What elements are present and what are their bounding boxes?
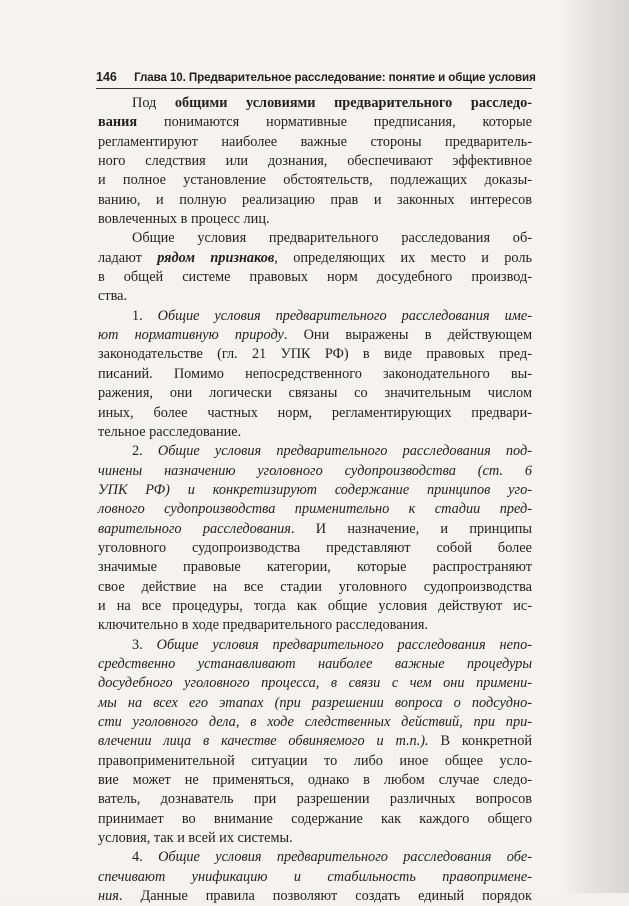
italic-text: сти уголовного дела, в ходе следственных действий, при при-	[98, 714, 532, 730]
text-line	[98, 539, 532, 558]
text-run: законодательстве (гл. 21 УПК РФ) в виде правовых пред-	[98, 346, 532, 363]
italic-text: спечивают унификацию и стабильность правопримене-	[98, 868, 532, 885]
text-line	[98, 887, 532, 906]
italic-text: досудебного уголовного процесса, в связи с чем они примени-	[98, 675, 532, 692]
text-line	[98, 578, 532, 597]
text-run: 1.	[132, 307, 158, 324]
text-line	[98, 694, 532, 713]
text-run: значимые правовые категории, которые распространяют	[98, 559, 532, 576]
text-line	[98, 152, 532, 171]
text-run: регламентируют наиболее важные стороны предваритель-	[98, 133, 532, 150]
text-run: вие может не применяться, однако в любом случае следо-	[98, 772, 532, 789]
text-line	[98, 365, 532, 384]
bold-term: общими условиями предварительного расследо-	[174, 95, 532, 111]
italic-text: чинены назначению уголовного судопроизводства (ст. 6	[98, 462, 532, 479]
text-run: , определяющих их место и роль	[274, 249, 532, 266]
italic-text: Общие условия предварительного расследования непо-	[156, 636, 533, 653]
text-run: вовлеченных в процесс лиц.	[98, 211, 270, 228]
text-line	[98, 558, 532, 577]
chapter-running-title: Глава 10. Предварительное расследование: понятие и общие условия	[134, 71, 536, 84]
text-run: и на все процедуры, тогда как общие условия действуют ис-	[98, 597, 532, 614]
text-run: 2.	[132, 443, 158, 460]
text-line	[98, 287, 532, 306]
text-run: ладают	[98, 249, 158, 266]
text-line	[98, 810, 532, 829]
italic-text: ния	[98, 888, 119, 905]
text-run: ватель, дознаватель при разрешении различных вопросов	[98, 791, 532, 808]
text-run: ного следствия или дознания, обеспечивают эффективное	[98, 153, 532, 170]
text-run: понимаются нормативные предписания, которые	[137, 114, 532, 131]
text-run: в общей системе правовых норм досудебного производ-	[98, 269, 532, 286]
text-run: . Они выражены в действующем	[283, 327, 532, 344]
text-run: условия, так и всей их системы.	[98, 830, 293, 847]
text-line	[98, 481, 532, 500]
italic-text: Общие условия предварительного расследования име-	[157, 307, 532, 324]
text-run: ванию, и полную реализацию прав и законных интересов	[98, 191, 532, 208]
text-run: 3.	[132, 636, 157, 653]
italic-text: ловного судопроизводства применительно к стадии пред-	[98, 501, 532, 518]
text-line	[98, 326, 532, 345]
text-line	[98, 113, 532, 132]
text-line	[98, 249, 532, 268]
text-line	[98, 848, 532, 867]
text-line	[98, 616, 532, 635]
text-line	[98, 500, 532, 519]
page-gutter-shadow	[559, 0, 629, 893]
text-line	[98, 423, 532, 442]
text-run: ключительно в ходе предварительного расследования.	[98, 617, 429, 634]
text-run: ражения, они логически связаны со значительным числом	[98, 385, 532, 402]
text-line	[98, 713, 532, 732]
text-run: Под	[132, 95, 175, 111]
italic-text: Общие условия предварительного расследования обе-	[158, 849, 532, 866]
text-run: Общие условия предварительного расследования об-	[132, 230, 532, 247]
bold-italic-term: рядом признаков	[157, 249, 275, 266]
italic-text: влечении лица в качестве обвиняемого и т.п.).	[98, 733, 429, 750]
text-line	[98, 94, 532, 113]
text-line	[98, 868, 532, 887]
text-run: иных, более частных норм, регламентирующих предвари-	[98, 404, 532, 421]
text-line	[98, 752, 532, 771]
italic-text: средственно устанавливают наиболее важные процедуры	[98, 655, 532, 672]
text-line	[98, 790, 532, 809]
italic-text: ют нормативную природу	[98, 327, 284, 344]
text-line	[98, 404, 532, 423]
text-run: писаний. Помимо непосредственного законодательного вы-	[98, 365, 532, 382]
text-line	[98, 597, 532, 616]
text-run: уголовного судопроизводства представляют собой более	[98, 539, 532, 556]
page-number: 146	[96, 70, 117, 84]
text-run: свое действие на все стадии уголовного судопроизводства	[98, 578, 532, 595]
text-run: 4.	[132, 849, 159, 866]
text-line	[98, 384, 532, 403]
text-line	[98, 520, 532, 539]
text-run: тельное расследование.	[98, 423, 242, 440]
body-text	[98, 94, 532, 906]
text-run: и полное установление обстоятельств, подлежащих доказы-	[98, 172, 532, 189]
text-line	[98, 655, 532, 674]
text-line	[98, 210, 532, 229]
text-line	[98, 732, 532, 751]
text-line	[98, 829, 532, 848]
text-line	[98, 771, 532, 790]
running-header	[96, 66, 536, 89]
text-line	[98, 636, 532, 655]
text-line	[98, 442, 532, 461]
text-run: . И назначение, и принципы	[290, 520, 532, 537]
text-run: В конкретной	[428, 733, 532, 750]
text-run: . Данные правила позволяют создать единый порядок	[118, 888, 532, 905]
italic-text: Общие условия предварительного расследования под-	[157, 443, 533, 460]
italic-text: УПК РФ) и конкретизируют содержание принципов уго-	[98, 481, 532, 498]
text-line	[98, 674, 532, 693]
text-line	[98, 307, 532, 326]
text-line	[98, 345, 532, 364]
text-line	[98, 191, 532, 210]
text-line	[98, 268, 532, 287]
text-line	[98, 462, 532, 481]
text-line	[98, 171, 532, 190]
text-run: правоприменительной ситуации то либо иное общее усло-	[98, 752, 532, 769]
bold-term: вания	[98, 114, 138, 131]
text-line	[98, 229, 532, 248]
text-run: ства.	[98, 288, 128, 305]
italic-text: мы на всех его этапах (при разрешении вопроса о подсудно-	[98, 694, 532, 711]
italic-text: варительного расследования	[98, 520, 291, 537]
text-line	[98, 133, 532, 152]
text-run: принимает во внимание содержание как каждого общего	[98, 810, 532, 827]
